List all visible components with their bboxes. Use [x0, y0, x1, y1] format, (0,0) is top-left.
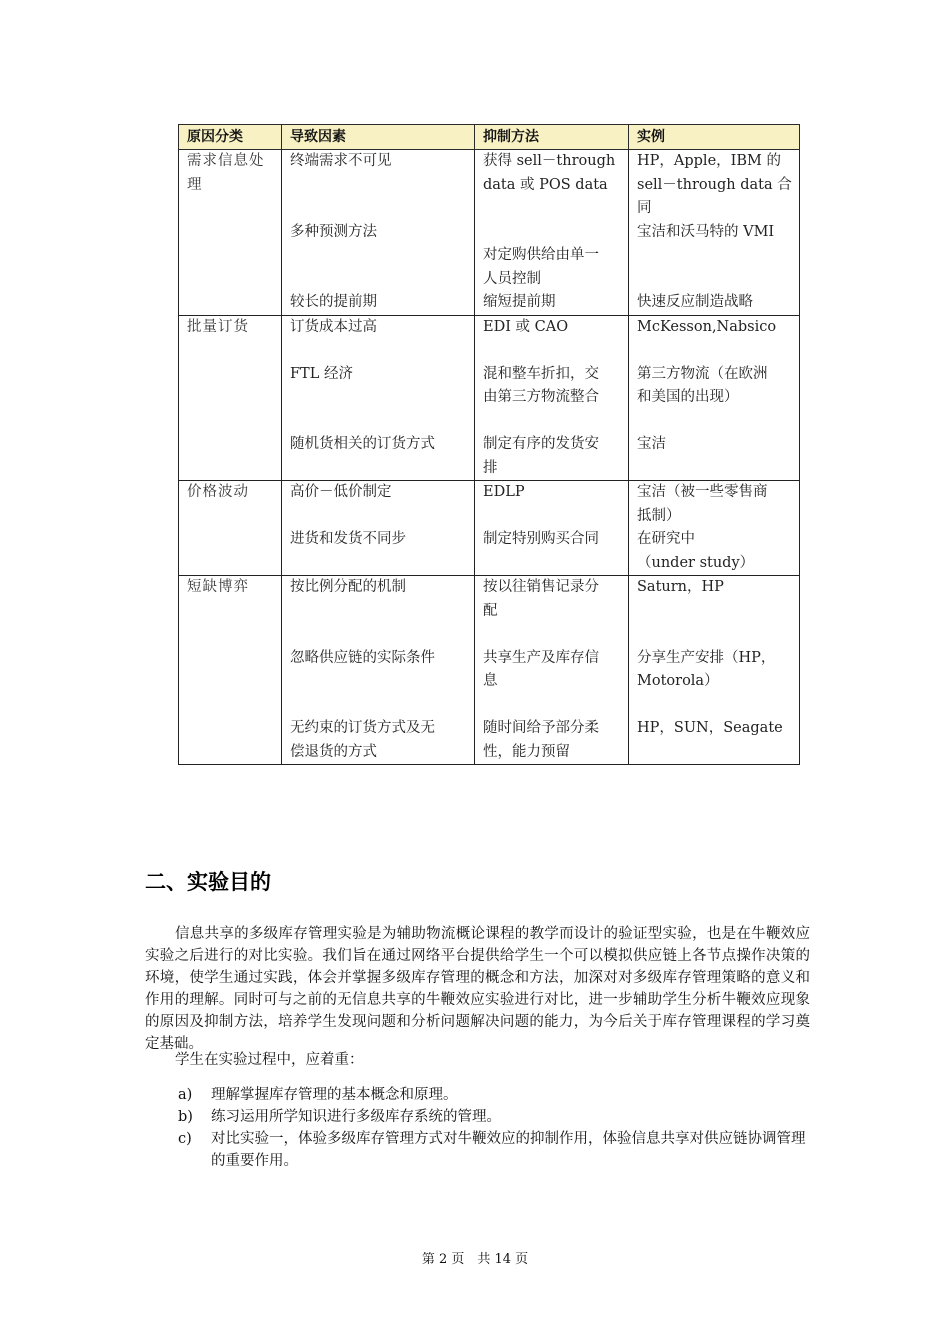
list-item — [178, 1084, 810, 1106]
table-row — [179, 150, 800, 316]
factor-cell-line: 偿退货的方式 — [290, 743, 377, 760]
factor-cell — [282, 481, 475, 576]
factor-cell — [282, 576, 475, 765]
method-cell-line: 共享生产及库存信 — [483, 649, 599, 666]
factor-cell-line: 多种预测方法 — [290, 223, 377, 240]
example-cell-line — [637, 623, 793, 647]
example-cell-line: （under study） — [637, 554, 755, 571]
header-factor: 导致因素 — [282, 125, 475, 150]
factor-cell-line — [290, 244, 468, 268]
method-cell-line: EDLP — [483, 484, 525, 500]
example-cell-line: HP，SUN，Seagate — [637, 720, 783, 736]
page-footer: 第 2 页 共 14 页 — [421, 1252, 529, 1267]
example-cell-line: 宝洁（被一些零售商 — [637, 484, 768, 500]
factor-cell-line: 终端需求不可见 — [290, 153, 392, 169]
method-cell-line — [483, 221, 622, 245]
table-row — [179, 315, 800, 481]
factor-cell-line — [290, 386, 468, 410]
example-cell-line: 在研究中 — [637, 531, 695, 547]
method-cell-line: 排 — [483, 459, 498, 476]
method-cell-line: 性，能力预留 — [483, 743, 570, 760]
example-cell — [629, 576, 800, 765]
factor-cell — [282, 315, 475, 481]
example-cell-line — [637, 410, 793, 434]
category-label: 需求信息处理 — [187, 153, 265, 193]
method-cell-line: 混和整车折扣，交 — [483, 365, 599, 382]
factor-cell-line: 订货成本过高 — [290, 318, 377, 335]
list-item — [178, 1106, 810, 1128]
factor-cell-line: 按比例分配的机制 — [290, 579, 406, 595]
category-cell — [179, 150, 282, 316]
example-cell-line: 第三方物流（在欧洲 — [637, 365, 768, 382]
factor-cell-line — [290, 197, 468, 221]
method-cell-line: 息 — [483, 673, 498, 689]
example-cell-line: 同 — [637, 200, 652, 216]
factor-cell-line — [290, 457, 468, 481]
method-cell — [475, 150, 629, 316]
example-cell-line: Motorola） — [637, 673, 719, 689]
factor-cell-line: 随机货相关的订货方式 — [290, 436, 435, 452]
example-cell-line: 宝洁 — [637, 436, 666, 452]
list-marker: b) — [178, 1109, 193, 1125]
factor-cell-line: 高价－低价制定 — [290, 484, 392, 500]
method-cell-line — [483, 505, 622, 529]
list-item-text: 对比实验一，体验多级库存管理方式对牛鞭效应的抑制作用，体验信息共享对供应链协调管理的重要作用。 — [211, 1131, 806, 1169]
method-cell-line: EDI 或 CAO — [483, 318, 569, 335]
method-cell — [475, 481, 629, 576]
example-cell-line: 和美国的出现） — [637, 389, 739, 405]
goal-list — [178, 1084, 810, 1172]
method-cell-line — [483, 339, 622, 363]
method-cell-line: 对定购供给由单一 — [483, 247, 599, 263]
method-cell — [475, 576, 629, 765]
table-row — [179, 576, 800, 765]
factor-cell-line: FTL 经济 — [290, 365, 353, 382]
list-item-text: 练习运用所学知识进行多级库存系统的管理。 — [211, 1109, 501, 1125]
example-cell-line — [637, 339, 793, 363]
factor-cell-line: 进货和发货不同步 — [290, 531, 406, 547]
method-cell-line — [483, 694, 622, 718]
example-cell-line: 快速反应制造战略 — [637, 294, 753, 310]
method-cell-line: data 或 POS data — [483, 176, 608, 193]
method-cell-line — [483, 623, 622, 647]
factor-cell-line: 较长的提前期 — [290, 294, 377, 310]
factor-cell-line — [290, 670, 468, 694]
bullwhip-cause-table — [178, 124, 800, 765]
factor-cell-line: 忽略供应链的实际条件 — [290, 649, 435, 666]
example-cell — [629, 150, 800, 316]
method-cell-line — [483, 197, 622, 221]
header-method: 抑制方法 — [475, 125, 629, 150]
list-marker: c) — [178, 1131, 192, 1147]
factor-cell-line: 无约束的订货方式及无 — [290, 720, 435, 736]
factor-cell-line — [290, 694, 468, 718]
factor-cell-line — [290, 410, 468, 434]
section-heading: 二、实验目的 — [145, 870, 271, 894]
example-cell-line — [637, 694, 793, 718]
method-cell-line: 由第三方物流整合 — [483, 389, 599, 405]
method-cell-line: 获得 sell－through — [483, 153, 616, 169]
example-cell-line: 抵制） — [637, 507, 681, 524]
factor-cell — [282, 150, 475, 316]
example-cell-line: 宝洁和沃马特的 VMI — [637, 223, 775, 240]
method-cell-line: 按以往销售记录分 — [483, 579, 599, 595]
list-item-text: 理解掌握库存管理的基本概念和原理。 — [211, 1087, 458, 1103]
factor-cell-line — [290, 505, 468, 529]
header-category: 原因分类 — [179, 125, 282, 150]
method-cell-line: 人员控制 — [483, 270, 541, 287]
factor-cell-line — [290, 600, 468, 624]
method-cell-line: 配 — [483, 602, 498, 619]
focus-intro-paragraph: 学生在实验过程中，应着重： — [175, 1052, 364, 1068]
method-cell-line: 制定特别购买合同 — [483, 531, 599, 547]
example-cell-line — [637, 600, 793, 624]
method-cell-line: 随时间给予部分柔 — [483, 720, 599, 736]
table-row — [179, 481, 800, 576]
factor-cell-line — [290, 623, 468, 647]
category-cell — [179, 315, 282, 481]
example-cell-line — [637, 244, 793, 268]
example-cell-line — [637, 741, 793, 765]
category-label: 批量订货 — [187, 318, 249, 335]
example-cell-line: McKesson,Nabsico — [637, 318, 777, 335]
example-cell-line — [637, 268, 793, 292]
table-header-row — [179, 125, 800, 150]
example-cell-line — [637, 457, 793, 481]
factor-cell-line — [290, 174, 468, 198]
example-cell-line: 分享生产安排（HP， — [637, 649, 776, 666]
method-cell — [475, 315, 629, 481]
header-example: 实例 — [629, 125, 800, 150]
method-cell-line — [483, 552, 622, 576]
method-cell-line — [483, 410, 622, 434]
example-cell — [629, 481, 800, 576]
method-cell-line: 缩短提前期 — [483, 294, 556, 310]
example-cell-line: HP，Apple，IBM 的 — [637, 153, 781, 169]
factor-cell-line — [290, 339, 468, 363]
purpose-paragraph: 信息共享的多级库存管理实验是为辅助物流概论课程的教学而设计的验证型实验，也是在牛鞭效应实验之后进行的对比实验。我们旨在通过网络平台提供给学生一个可以模拟供应链上各节点操作决策的环境，使学生通过实践，体会并掌握多级库存管理的概念和方法，加深对对多级库存管理策略的意义和作用的理解。同时可与之前的无信息共享的牛鞭效应实验进行对比，进一步辅助学生分析牛鞭效应现象的原因及抑制方法，培养学生发现问题和分析问题解决问题的能力，为今后关于库存管理课程的学习奠定基础。 — [145, 926, 810, 1052]
example-cell — [629, 315, 800, 481]
factor-cell-line — [290, 552, 468, 576]
factor-cell-line — [290, 268, 468, 292]
example-cell-line: sell－through data 合 — [637, 176, 792, 193]
category-label: 价格波动 — [187, 484, 249, 500]
category-cell — [179, 576, 282, 765]
list-marker: a) — [178, 1087, 193, 1103]
list-item — [178, 1128, 810, 1172]
method-cell-line: 制定有序的发货安 — [483, 436, 599, 452]
category-label: 短缺博弈 — [187, 579, 249, 595]
example-cell-line: Saturn，HP — [637, 579, 724, 595]
category-cell — [179, 481, 282, 576]
